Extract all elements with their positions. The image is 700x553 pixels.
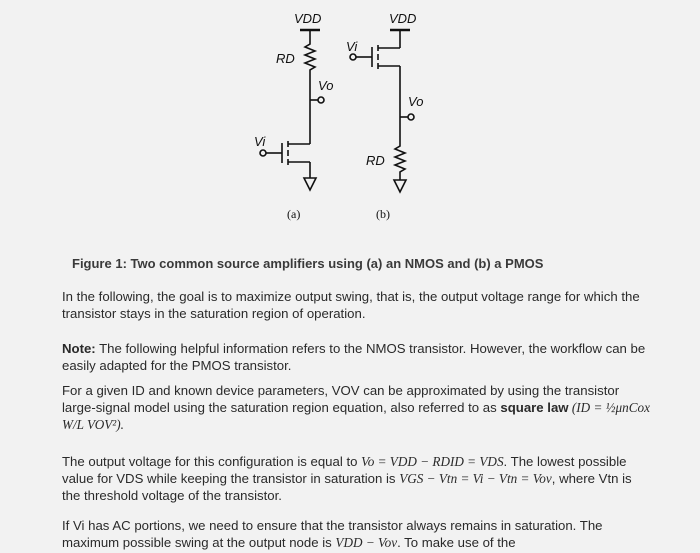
paragraph-ac-swing: [62, 517, 652, 551]
paragraph-output-swing: In the following, the goal is to maximize output swing, that is, the output voltage range for which the transistor stays in the saturation region of operation.: [62, 289, 640, 321]
ground-a: [304, 178, 316, 190]
output-voltage-text-c: , where Vtn is the threshold voltage of the transistor.: [62, 471, 632, 503]
note-label: Note:: [62, 341, 96, 356]
vdd-label-a: VDD: [294, 11, 322, 26]
output-voltage-text-b: . The lowest possible value for VDS while keeping the transistor in saturation is: [62, 454, 627, 486]
resistor-rd-b: [395, 140, 405, 180]
circuit-figure: [0, 0, 700, 250]
output-voltage-text-a: The output voltage for this configuration is equal to: [62, 454, 362, 469]
output-voltage-equation: Vo = VDD − RDID = VDS: [361, 454, 504, 469]
paragraph-output-voltage: [62, 453, 652, 504]
note-text: The following helpful information refers to the NMOS transistor. However, the workflow can be easily adapted for the PMOS transistor.: [62, 341, 646, 373]
paragraph-square-law: [62, 382, 652, 433]
ground-b: [394, 180, 406, 192]
vo-label-a: Vo: [318, 78, 334, 93]
nmos-transistor: [260, 140, 310, 178]
vdd-label-b: VDD: [389, 11, 417, 26]
pmos-transistor: [350, 45, 400, 69]
saturation-equation: VGS − Vtn = Vi − Vtn = Vov: [399, 471, 552, 486]
vi-label-b: Vi: [346, 39, 358, 54]
figure-caption: Figure 1: Two common source amplifiers using (a) an NMOS and (b) a PMOS: [72, 256, 544, 271]
square-law-text: For a given ID and known device parameters, VOV can be approximated by using the transistor large-signal model using the saturation region equation, also referred to as: [62, 383, 620, 415]
rd-label-b: RD: [366, 153, 385, 168]
ac-swing-text-b: . To make use of the: [397, 535, 516, 550]
square-law-term: square law: [500, 400, 569, 415]
rd-label-a: RD: [276, 51, 295, 66]
resistor-rd-a: [305, 38, 315, 78]
subfigure-label-a: (a): [287, 207, 301, 221]
square-law-equation: (ID = ½μnCox W/L VOV²).: [62, 400, 651, 432]
max-swing-equation: VDD − Vov: [335, 535, 398, 550]
vi-label-a: Vi: [254, 134, 266, 149]
ac-swing-text-a: If Vi has AC portions, we need to ensure that the transistor always remains in saturation. The maximum possible swing at the output node is: [62, 518, 603, 550]
subfigure-label-b: (b): [376, 207, 390, 221]
vo-label-b: Vo: [408, 94, 424, 109]
paragraph-note: [62, 340, 652, 374]
